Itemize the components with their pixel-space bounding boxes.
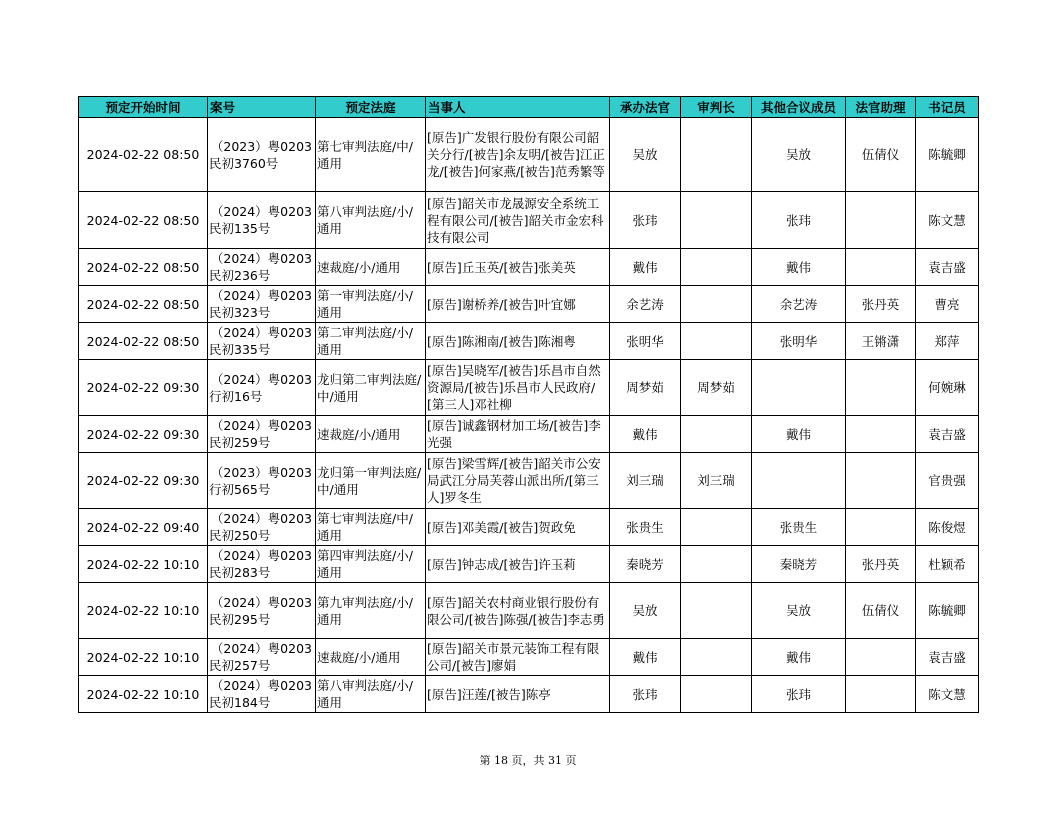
case-number-line-1: （2024）粤0203: [210, 371, 312, 387]
cell-judge-assistant: [846, 416, 916, 453]
table-row: [79, 192, 979, 249]
case-number-line-1: （2024）粤0203: [210, 641, 312, 656]
case-number-line-2: 民初323号: [209, 305, 271, 320]
table-header-row: [79, 97, 979, 118]
cell-chief-judge: [681, 323, 752, 360]
table-row: [79, 639, 979, 676]
cell-start-time: 2024-02-22 09:30: [79, 416, 208, 453]
cell-clerk: 袁吉盛: [916, 639, 979, 676]
table-row: [79, 453, 979, 509]
header-courtroom: 预定法庭: [316, 97, 426, 118]
case-number-line-2: 民初135号: [209, 221, 271, 236]
cell-clerk: 何婉琳: [916, 360, 979, 416]
case-number-line-1: （2024）粤0203: [210, 678, 312, 693]
cell-panel-members: 张明华: [752, 323, 846, 360]
cell-panel-members: 余艺涛: [752, 286, 846, 323]
cell-start-time: 2024-02-22 08:50: [79, 249, 208, 286]
cell-start-time: 2024-02-22 09:30: [79, 453, 208, 509]
cell-courtroom: 龙归第二审判法庭/中/通用: [316, 360, 426, 416]
case-number-line-1: （2024）粤0203: [210, 511, 312, 526]
cell-clerk: 陈文慧: [916, 676, 979, 713]
header-start-time: 预定开始时间: [79, 97, 208, 118]
cell-parties: [原告]邓美霞/[被告]贺政免: [426, 509, 610, 546]
header-case-number: 案号: [208, 97, 316, 118]
cell-clerk: 陈文慧: [916, 192, 979, 249]
cell-panel-members: 吴放: [752, 118, 846, 192]
table-row: [79, 416, 979, 453]
cell-courtroom: 速裁庭/小/通用: [316, 639, 426, 676]
cell-chief-judge: [681, 583, 752, 639]
cell-judge-assistant: [846, 249, 916, 286]
table-row: [79, 583, 979, 639]
cell-courtroom: 龙归第一审判法庭/中/通用: [316, 453, 426, 509]
cell-parties: [原告]陈湘南/[被告]陈湘粤: [426, 323, 610, 360]
table-row: [79, 546, 979, 583]
cell-parties: [原告]韶关市景元装饰工程有限公司/[被告]廖娟: [426, 639, 610, 676]
hearing-schedule-table: [78, 96, 979, 713]
cell-clerk: 陈俊煜: [916, 509, 979, 546]
table-row: [79, 118, 979, 192]
cell-case-number: [208, 360, 316, 416]
case-number-line-1: （2024）粤0203: [210, 204, 312, 219]
cell-parties: [原告]谢桥养/[被告]叶宜娜: [426, 286, 610, 323]
cell-clerk: 官贵强: [916, 453, 979, 509]
cell-clerk: 曹亮: [916, 286, 979, 323]
cell-parties: [原告]韶关农村商业银行股份有限公司/[被告]陈强/[被告]李志勇: [426, 583, 610, 639]
cell-chief-judge: [681, 192, 752, 249]
cell-start-time: 2024-02-22 09:40: [79, 509, 208, 546]
cell-judge-assistant: 张丹英: [846, 546, 916, 583]
case-number-line-2: 民初236号: [209, 268, 271, 283]
cell-judge-assistant: [846, 676, 916, 713]
cell-start-time: 2024-02-22 10:10: [79, 546, 208, 583]
cell-clerk: 郑萍: [916, 323, 979, 360]
cell-panel-members: 张玮: [752, 192, 846, 249]
cell-start-time: 2024-02-22 10:10: [79, 583, 208, 639]
cell-chief-judge: [681, 286, 752, 323]
cell-clerk: 袁吉盛: [916, 249, 979, 286]
case-number-line-2: 行初565号: [209, 481, 271, 497]
cell-chief-judge: [681, 416, 752, 453]
cell-start-time: 2024-02-22 08:50: [79, 118, 208, 192]
cell-judge-assistant: 张丹英: [846, 286, 916, 323]
cell-parties: [原告]韶关市龙晟源安全系统工程有限公司/[被告]韶关市金宏科技有限公司: [426, 192, 610, 249]
cell-panel-members: [752, 360, 846, 416]
cell-chief-judge: 刘三瑞: [681, 453, 752, 509]
case-number-line-1: （2024）粤0203: [210, 548, 312, 563]
header-judge-assistant: 法官助理: [846, 97, 916, 118]
cell-courtroom: 第二审判法庭/小/通用: [316, 323, 426, 360]
cell-courtroom: 第八审判法庭/小/通用: [316, 192, 426, 249]
header-parties: 当事人: [426, 97, 610, 118]
cell-judge-assistant: [846, 360, 916, 416]
cell-case-number: [208, 192, 316, 249]
cell-case-number: [208, 509, 316, 546]
cell-courtroom: 速裁庭/小/通用: [316, 416, 426, 453]
cell-panel-members: 戴伟: [752, 416, 846, 453]
cell-panel-members: 戴伟: [752, 249, 846, 286]
cell-presiding-judge: 秦晓芳: [610, 546, 681, 583]
cell-judge-assistant: [846, 639, 916, 676]
cell-case-number: [208, 639, 316, 676]
cell-panel-members: 吴放: [752, 583, 846, 639]
cell-presiding-judge: 张贵生: [610, 509, 681, 546]
cell-courtroom: 第八审判法庭/小/通用: [316, 676, 426, 713]
table-row: [79, 323, 979, 360]
case-number-line-2: 民初3760号: [209, 155, 279, 171]
case-number-line-2: 民初257号: [209, 658, 271, 673]
cell-case-number: [208, 416, 316, 453]
cell-parties: [原告]丘玉英/[被告]张美英: [426, 249, 610, 286]
cell-panel-members: [752, 453, 846, 509]
cell-start-time: 2024-02-22 08:50: [79, 192, 208, 249]
case-number-line-1: （2023）粤0203: [210, 138, 312, 154]
cell-parties: [原告]吴晓军/[被告]乐昌市自然资源局/[被告]乐昌市人民政府/[第三人]邓社柳: [426, 360, 610, 416]
cell-case-number: [208, 583, 316, 639]
cell-case-number: [208, 546, 316, 583]
cell-presiding-judge: 刘三瑞: [610, 453, 681, 509]
cell-case-number: [208, 323, 316, 360]
cell-presiding-judge: 戴伟: [610, 639, 681, 676]
case-number-line-1: （2024）粤0203: [210, 325, 312, 340]
cell-chief-judge: [681, 509, 752, 546]
cell-panel-members: 秦晓芳: [752, 546, 846, 583]
cell-courtroom: 第一审判法庭/小/通用: [316, 286, 426, 323]
case-number-line-2: 民初335号: [209, 342, 271, 357]
cell-parties: [原告]广发银行股份有限公司韶关分行/[被告]余友明/[被告]江正龙/[被告]何家燕/[被告]范秀繁等: [426, 118, 610, 192]
table-row: [79, 249, 979, 286]
cell-courtroom: 速裁庭/小/通用: [316, 249, 426, 286]
cell-judge-assistant: [846, 192, 916, 249]
cell-parties: [原告]梁雪辉/[被告]韶关市公安局武江分局芙蓉山派出所/[第三人]罗冬生: [426, 453, 610, 509]
cell-start-time: 2024-02-22 10:10: [79, 676, 208, 713]
cell-judge-assistant: 伍倩仪: [846, 118, 916, 192]
cell-case-number: [208, 249, 316, 286]
case-number-line-1: （2024）粤0203: [210, 418, 312, 433]
cell-start-time: 2024-02-22 10:10: [79, 639, 208, 676]
header-clerk: 书记员: [916, 97, 979, 118]
cell-clerk: 杜颖希: [916, 546, 979, 583]
header-chief-judge: 审判长: [681, 97, 752, 118]
cell-judge-assistant: 王锵潇: [846, 323, 916, 360]
cell-parties: [原告]钟志成/[被告]许玉莉: [426, 546, 610, 583]
case-number-line-2: 民初250号: [209, 528, 271, 543]
case-number-line-2: 行初16号: [209, 388, 263, 404]
cell-chief-judge: [681, 546, 752, 583]
cell-case-number: [208, 118, 316, 192]
case-number-line-2: 民初295号: [209, 611, 271, 627]
cell-chief-judge: [681, 639, 752, 676]
cell-parties: [原告]诚鑫钢材加工场/[被告]李光强: [426, 416, 610, 453]
cell-courtroom: 第七审判法庭/中/通用: [316, 118, 426, 192]
cell-start-time: 2024-02-22 08:50: [79, 286, 208, 323]
table-row: [79, 286, 979, 323]
cell-presiding-judge: 吴放: [610, 583, 681, 639]
cell-judge-assistant: [846, 453, 916, 509]
cell-clerk: 陈毓卿: [916, 583, 979, 639]
table-row: [79, 509, 979, 546]
table-row: [79, 360, 979, 416]
header-panel-members: 其他合议成员: [752, 97, 846, 118]
cell-judge-assistant: 伍倩仪: [846, 583, 916, 639]
cell-presiding-judge: 张玮: [610, 676, 681, 713]
cell-courtroom: 第四审判法庭/小/通用: [316, 546, 426, 583]
case-number-line-2: 民初283号: [209, 565, 271, 580]
cell-panel-members: 戴伟: [752, 639, 846, 676]
header-presiding-judge: 承办法官: [610, 97, 681, 118]
cell-start-time: 2024-02-22 09:30: [79, 360, 208, 416]
case-number-line-2: 民初259号: [209, 435, 271, 450]
cell-presiding-judge: 张明华: [610, 323, 681, 360]
cell-panel-members: 张玮: [752, 676, 846, 713]
case-number-line-1: （2024）粤0203: [210, 594, 312, 610]
cell-panel-members: 张贵生: [752, 509, 846, 546]
page-footer: 第 18 页，共 31 页: [479, 754, 577, 767]
cell-presiding-judge: 余艺涛: [610, 286, 681, 323]
cell-clerk: 袁吉盛: [916, 416, 979, 453]
cell-presiding-judge: 戴伟: [610, 416, 681, 453]
cell-case-number: [208, 286, 316, 323]
case-number-line-1: （2024）粤0203: [210, 288, 312, 303]
cell-presiding-judge: 戴伟: [610, 249, 681, 286]
table-row: [79, 676, 979, 713]
cell-judge-assistant: [846, 509, 916, 546]
cell-start-time: 2024-02-22 08:50: [79, 323, 208, 360]
cell-clerk: 陈毓卿: [916, 118, 979, 192]
cell-presiding-judge: 吴放: [610, 118, 681, 192]
case-number-line-1: （2023）粤0203: [210, 464, 312, 480]
cell-courtroom: 第九审判法庭/小/通用: [316, 583, 426, 639]
cell-chief-judge: 周梦茹: [681, 360, 752, 416]
cell-parties: [原告]汪莲/[被告]陈亭: [426, 676, 610, 713]
case-number-line-2: 民初184号: [209, 695, 271, 710]
case-number-line-1: （2024）粤0203: [210, 251, 312, 266]
cell-courtroom: 第七审判法庭/中/通用: [316, 509, 426, 546]
cell-chief-judge: [681, 249, 752, 286]
cell-case-number: [208, 453, 316, 509]
cell-presiding-judge: 张玮: [610, 192, 681, 249]
cell-chief-judge: [681, 118, 752, 192]
cell-presiding-judge: 周梦茹: [610, 360, 681, 416]
cell-chief-judge: [681, 676, 752, 713]
cell-case-number: [208, 676, 316, 713]
